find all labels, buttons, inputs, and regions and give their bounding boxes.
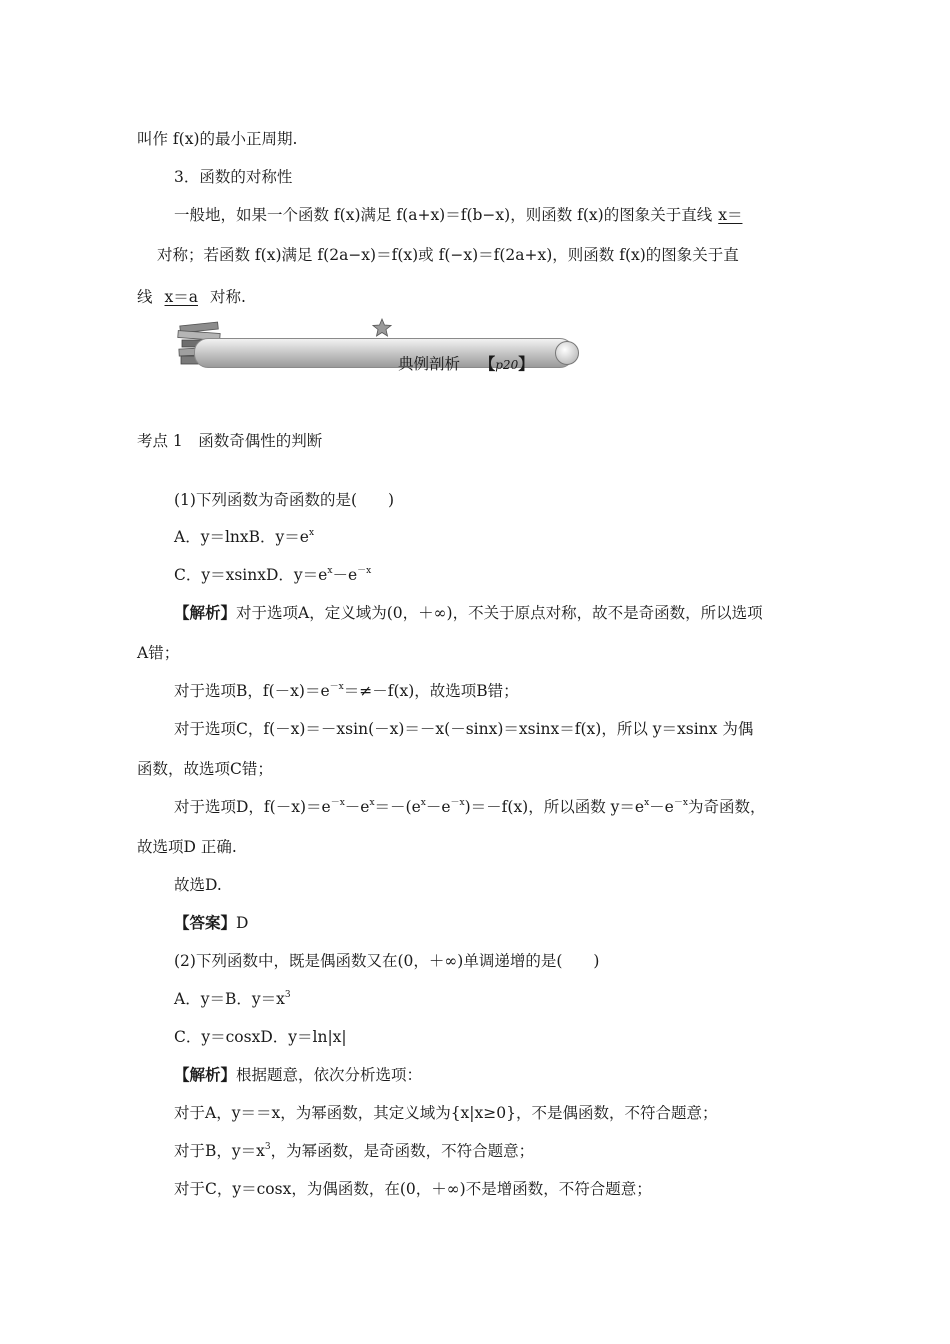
text-span: －e (425, 798, 451, 816)
topic-heading: 考点 1 函数奇偶性的判断 (137, 432, 323, 450)
superscript: x (644, 798, 650, 808)
text-line: 叫作 f(x)的最小正周期. (137, 130, 298, 148)
text-span: A．y＝B．y＝x (174, 990, 285, 1008)
option-line: C．y＝cosxD．y＝ln|x| (174, 1028, 347, 1046)
superscript: －x (329, 682, 344, 692)
text-span: ＝≠－f(x)，故选项B错； (343, 682, 519, 700)
text-span: －e (332, 566, 358, 584)
analysis-line: A错； (137, 644, 180, 662)
text-span: 对称；若函数 f(x)满足 f(2a−x)＝f(x)或 f(−x)＝f(2a+x)，则函数 f(x)的图象关于直 (157, 246, 739, 264)
superscript: x (308, 528, 315, 538)
banner-label (398, 352, 534, 374)
text-span: A．y＝lnxB．y＝e (174, 528, 309, 546)
banner-title: 典例剖析 (398, 355, 461, 373)
text-span: 对于B，y＝x (174, 1142, 265, 1160)
question-stem: (1)下列函数为奇函数的是( ) (174, 491, 395, 509)
superscript: －x (330, 798, 345, 808)
text-span: －e (344, 798, 370, 816)
answer-value: D (236, 914, 249, 932)
analysis-line: 故选项D 正确. (137, 838, 237, 856)
text-span: 对于选项A，定义域为(0，＋∞)，不关于原点对称，故不是奇函数，所以选项 (236, 604, 763, 622)
text-span: ，为幂函数，是奇函数，不符合题意； (270, 1142, 535, 1160)
analysis-line (174, 1140, 534, 1165)
superscript: x (327, 566, 333, 576)
bracket: 】 (518, 354, 534, 373)
analysis-tag: 【解析】 (174, 603, 237, 622)
superscript: 3 (264, 1142, 271, 1152)
text-span: 为奇函数， (687, 798, 766, 816)
analysis-line: 对于C，y＝cosx，为偶函数，在(0，＋∞)不是增函数，不符合题意； (174, 1180, 652, 1198)
superscript: －x (673, 798, 688, 808)
analysis-line: 函数，故选项C错； (137, 760, 273, 778)
analysis-line (174, 680, 519, 705)
option-line (174, 564, 371, 589)
text-span: 一般地，如果一个函数 f(x)满足 f(a+x)＝f(b−x)，则函数 f(x)的图象关于直线 (174, 206, 713, 224)
analysis-line: 对于选项C，f(－x)＝－xsin(－x)＝－x(－sinx)＝xsinx＝f(x)，所以 y＝xsinx 为偶 (174, 720, 754, 738)
text-span: )＝－f(x)，所以函数 y＝e (464, 798, 645, 816)
question-stem: (2)下列函数中，既是偶函数又在(0，＋∞)单调递增的是( ) (174, 952, 600, 970)
superscript: x (369, 798, 375, 808)
analysis-line: 对于A，y＝＝x，为幂函数，其定义域为{x|x≥0}，不是偶函数，不符合题意； (174, 1104, 718, 1122)
text-span: 对称. (210, 288, 246, 306)
text-span: C．y＝xsinxD．y＝e (174, 566, 328, 584)
superscript: －x (357, 566, 372, 576)
leaf-icon (372, 318, 392, 338)
section-title: 3．函数的对称性 (174, 168, 293, 186)
fill-blank: x＝ (718, 206, 743, 224)
page-ref: p20 (495, 358, 519, 372)
fill-blank: x＝a (164, 288, 198, 306)
bracket: 【 (479, 354, 496, 373)
answer-tag: 【答案】 (174, 913, 237, 932)
option-line (174, 526, 314, 551)
answer-line (174, 912, 248, 934)
analysis-line: 故选D. (174, 876, 222, 894)
analysis-line (174, 602, 763, 624)
analysis-tag: 【解析】 (174, 1065, 237, 1084)
text-span: －e (649, 798, 674, 816)
superscript: 3 (284, 990, 291, 1000)
text-line (137, 286, 246, 308)
text-span: 线 (137, 288, 153, 306)
text-span: 根据题意，依次分析选项： (236, 1066, 423, 1084)
superscript: －x (450, 798, 465, 808)
text-line (137, 244, 739, 266)
analysis-line (174, 796, 765, 821)
banner-bar-end (555, 341, 579, 365)
text-span: 对于选项B，f(－x)＝e (174, 682, 330, 700)
text-span: ＝－(e (374, 798, 421, 816)
fill-blank (137, 246, 157, 264)
superscript: x (420, 798, 426, 808)
analysis-line (174, 1064, 422, 1086)
text-line (174, 204, 748, 226)
text-span: 对于选项D，f(－x)＝e (174, 798, 331, 816)
option-line (174, 988, 291, 1013)
